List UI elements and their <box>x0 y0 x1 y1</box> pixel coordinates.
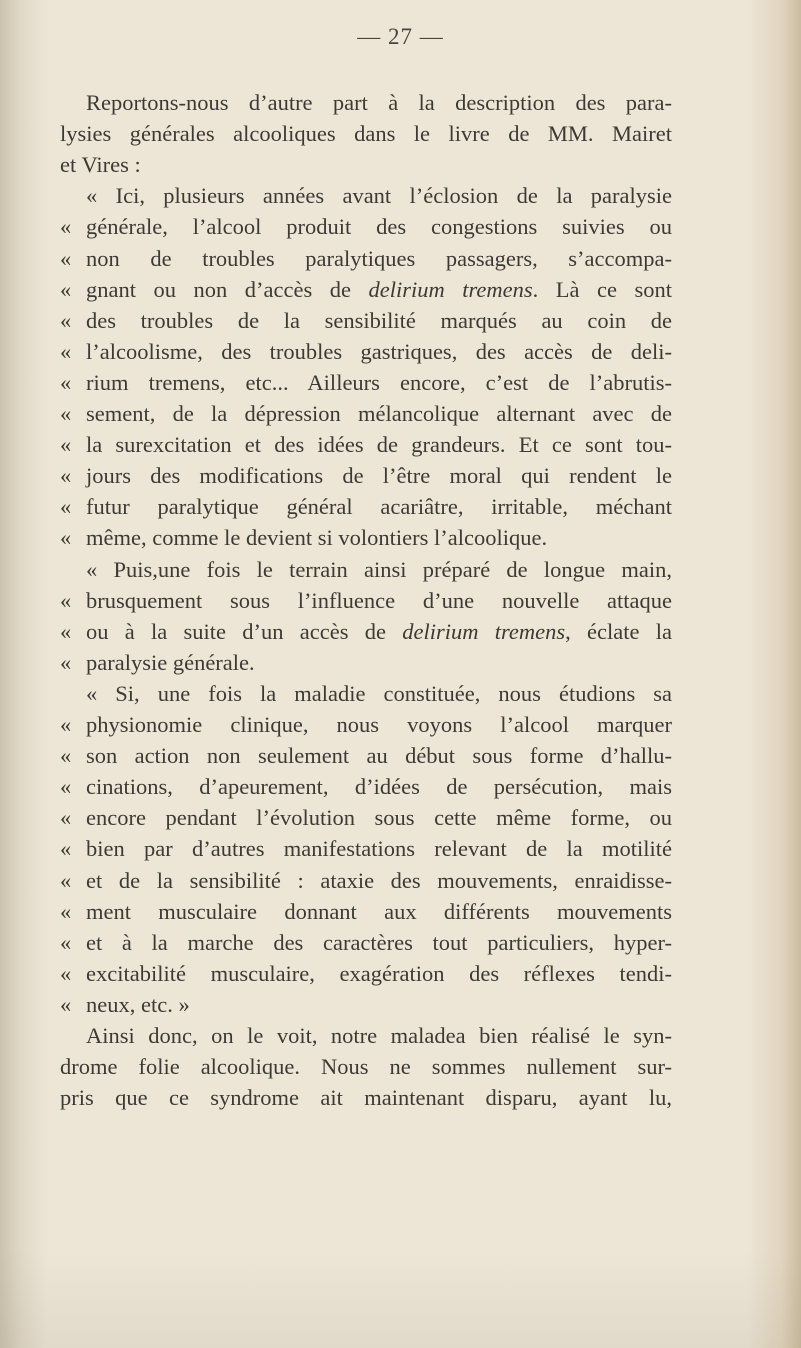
text-line <box>60 866 672 896</box>
quotation-mark: « <box>60 214 72 240</box>
line-fragment: , éclate la <box>565 618 673 644</box>
text-line <box>60 399 672 429</box>
text-line <box>60 772 672 802</box>
page-number: — 27 — <box>357 24 444 49</box>
quotation-mark: « <box>60 432 72 458</box>
line-text: pris que ce syndrome ait maintenant disparu, ayant lu, <box>60 1085 672 1111</box>
line-text: même, comme le devient si volontiers l’alcoolique. <box>86 525 548 551</box>
quotation-mark: « <box>60 525 72 551</box>
line-text <box>86 617 672 647</box>
quotation-mark: « <box>60 276 72 302</box>
quotation-mark: « <box>60 898 72 924</box>
line-text: et Vires : <box>60 152 141 178</box>
text-line <box>60 337 672 367</box>
quotation-mark: « <box>60 712 72 737</box>
text-line <box>60 1021 672 1051</box>
text-line <box>60 710 672 740</box>
quotation-mark: « <box>60 401 72 426</box>
line-text: la surexcitation et des idées de grandeurs. Et ce sont tou- <box>86 432 672 458</box>
line-text: brusquement sous l’influence d’une nouvelle attaque <box>86 587 672 613</box>
quotation-mark: « <box>60 960 72 986</box>
text-line <box>60 928 672 958</box>
line-text: l’alcoolisme, des troubles gastriques, des accès de deli- <box>86 338 672 364</box>
quotation-mark: « <box>60 991 72 1017</box>
quotation-mark: « <box>60 369 72 395</box>
line-fragment: . Là ce sont <box>532 276 672 302</box>
line-fragment: gnant ou non d’accès de <box>86 276 369 302</box>
line-text: Ainsi donc, on le voit, notre maladea bien réalisé le syn- <box>86 1023 672 1048</box>
line-text: sement, de la dépression mélancolique alternant avec de <box>86 401 672 426</box>
text-line <box>60 617 672 647</box>
line-text: « Si, une fois la maladie constituée, nous étudions sa <box>86 680 672 706</box>
italic-term: delirium tremens <box>368 276 533 302</box>
text-line <box>60 523 672 553</box>
text-line <box>60 244 672 274</box>
quotation-mark: « <box>60 587 72 613</box>
quotation-mark: « <box>60 649 72 675</box>
line-text: et à la marche des caractères tout particuliers, hyper- <box>86 929 672 955</box>
line-text: physionomie clinique, nous voyons l’alcool marquer <box>86 712 672 737</box>
text-line <box>60 1052 672 1082</box>
line-text: « Puis,une fois le terrain ainsi préparé de longue main, <box>86 556 672 582</box>
line-text: générale, l’alcool produit des congestions suivies ou <box>86 214 672 240</box>
text-line <box>60 119 672 149</box>
text-line <box>60 990 672 1020</box>
text-line <box>60 586 672 616</box>
quotation-mark: « <box>60 867 72 893</box>
quotation-mark: « <box>60 929 72 955</box>
quotation-mark: « <box>60 307 72 333</box>
line-text: excitabilité musculaire, exagération des réflexes tendi- <box>86 960 672 986</box>
text-line <box>60 648 672 678</box>
text-line <box>60 555 672 585</box>
text-line <box>60 275 672 305</box>
line-text: des troubles de la sensibilité marqués au coin de <box>86 307 672 333</box>
text-line <box>60 803 672 833</box>
text-line <box>60 959 672 989</box>
line-text: non de troubles paralytiques passagers, s’accompa- <box>86 245 672 271</box>
text-line <box>60 834 672 864</box>
line-fragment: ou à la suite d’un accès de <box>86 618 403 644</box>
line-text: lysies générales alcooliques dans le livre de MM. Mairet <box>60 121 672 147</box>
text-line <box>60 368 672 398</box>
quotation-mark: « <box>60 618 72 644</box>
line-text: Reportons-nous d’autre part à la description des para- <box>86 90 672 115</box>
line-text: encore pendant l’évolution sous cette même forme, ou <box>86 805 672 831</box>
quotation-mark: « <box>60 463 72 489</box>
text-line <box>60 897 672 927</box>
line-text: neux, etc. » <box>86 991 190 1017</box>
line-text: futur paralytique général acariâtre, irritable, méchant <box>86 494 672 520</box>
line-text: drome folie alcoolique. Nous ne sommes nullement sur- <box>60 1054 672 1080</box>
text-line <box>60 88 672 118</box>
quotation-mark: « <box>60 805 72 831</box>
line-text: rium tremens, etc... Ailleurs encore, c’est de l’abrutis- <box>86 369 672 395</box>
quotation-mark: « <box>60 494 72 520</box>
text-line <box>60 212 672 242</box>
quotation-mark: « <box>60 836 72 862</box>
text-line <box>60 461 672 491</box>
text-line <box>60 679 672 709</box>
text-line <box>60 1083 672 1113</box>
text-line <box>60 492 672 522</box>
line-text <box>86 275 672 305</box>
line-text: son action non seulement au début sous forme d’hallu- <box>86 743 672 769</box>
text-line <box>60 150 672 180</box>
line-text: paralysie générale. <box>86 649 255 675</box>
quotation-mark: « <box>60 338 72 364</box>
quotation-mark: « <box>60 743 72 769</box>
quotation-mark: « <box>60 774 72 800</box>
text-line <box>60 741 672 771</box>
line-text: « Ici, plusieurs années avant l’éclosion de la paralysie <box>86 183 672 209</box>
line-text: bien par d’autres manifestations relevant de la motilité <box>86 836 672 862</box>
line-text: cinations, d’apeurement, d’idées de persécution, mais <box>86 774 672 800</box>
italic-term: delirium tremens <box>402 618 566 644</box>
quotation-mark: « <box>60 245 72 271</box>
text-line <box>60 430 672 460</box>
text-line <box>60 306 672 336</box>
line-text: ment musculaire donnant aux différents mouvements <box>86 898 672 924</box>
text-line <box>60 181 672 211</box>
line-text: et de la sensibilité : ataxie des mouvements, enraidisse- <box>86 867 672 893</box>
line-text: jours des modifications de l’être moral qui rendent le <box>86 463 672 489</box>
